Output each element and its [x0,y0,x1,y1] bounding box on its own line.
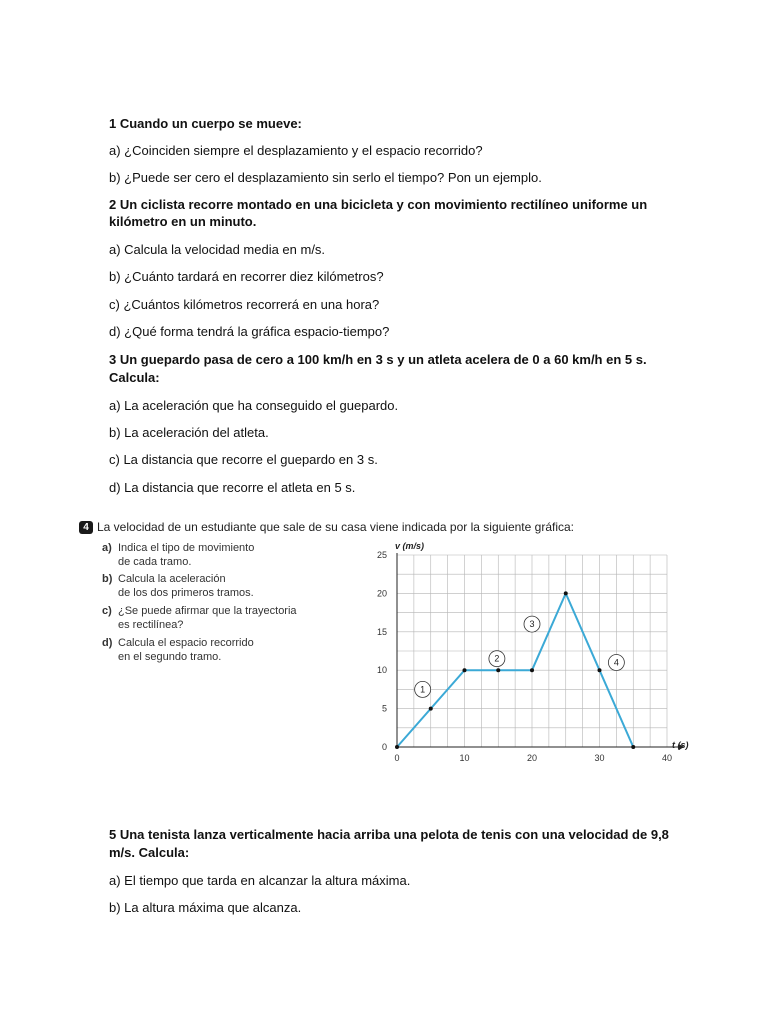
y-tick-label: 0 [381,742,387,752]
q1-title: 1 Cuando un cuerpo se mueve: [109,116,302,131]
segment-label: 2 [494,653,500,664]
ex4-item-letter: c) [102,605,112,617]
ex4-item-letter: a) [102,542,112,554]
ex4-item-letter: b) [102,573,113,585]
q2a: a) Calcula la velocidad media en m/s. [109,242,326,257]
ex4-heading-text: La velocidad de un estudiante que sale de su casa viene indicada por la siguiente gráfica: [97,520,574,534]
q2-title-line2: kilómetro en un minuto. [109,214,257,229]
ex4-number-badge: 4 [79,521,93,534]
data-point [496,668,500,672]
x-axis-label: t (s) [672,740,689,750]
segment-label: 3 [529,619,535,630]
q3a: a) La aceleración que ha conseguido el guepardo. [109,398,399,413]
ex4-item-text: ¿Se puede afirmar que la trayectoria [118,605,297,617]
q2b: b) ¿Cuánto tardará en recorrer diez kilómetros? [109,269,384,284]
q1b: b) ¿Puede ser cero el desplazamiento sin serlo el tiempo? Pon un ejemplo. [109,170,542,185]
x-tick-label: 20 [526,753,538,763]
q3-title-line1: 3 Un guepardo pasa de cero a 100 km/h en 3 s y un atleta acelera de 0 a 60 km/h en 5 s. [109,352,647,367]
ex4-item-letter: d) [102,637,113,649]
q3c: c) La distancia que recorre el guepardo en 3 s. [109,452,378,467]
q2c: c) ¿Cuántos kilómetros recorrerá en una hora? [109,297,380,312]
q5a: a) El tiempo que tarda en alcanzar la altura máxima. [109,873,411,888]
x-tick-label: 10 [459,753,470,763]
x-tick-label: 30 [594,753,605,763]
data-point [463,668,467,672]
ex4-item-text: Indica el tipo de movimiento [118,542,255,554]
ex4-heading [79,520,574,534]
segment-label: 1 [420,684,426,695]
q3b: b) La aceleración del atleta. [109,425,269,440]
ex4-item-text: Calcula la aceleración [118,573,226,585]
y-axis-label: v (m/s) [395,541,425,551]
y-tick-label: 5 [381,703,387,714]
q5-title-line1: 5 Una tenista lanza verticalmente hacia arriba una pelota de tenis con una velocidad de 9,8 [109,827,669,842]
y-tick-label: 25 [376,550,387,560]
x-tick-label: 0 [394,753,400,763]
q5-title-line2: m/s. Calcula: [109,845,190,860]
q1a: a) ¿Coinciden siempre el desplazamiento y el espacio recorrido? [109,143,483,158]
velocity-time-chart [350,535,710,770]
ex4-item-text: en el segundo tramo. [118,651,222,663]
x-tick-label: 40 [661,753,673,763]
q5b: b) La altura máxima que alcanza. [109,900,302,915]
ex4-item-text: de los dos primeros tramos. [118,587,254,599]
y-tick-label: 20 [376,588,387,599]
q2d: d) ¿Qué forma tendrá la gráfica espacio-tiempo? [109,324,390,339]
data-point [530,668,534,672]
ex4-item-text: Calcula el espacio recorrido [118,637,254,649]
segment-label: 4 [613,657,619,668]
data-point [598,668,602,672]
y-tick-label: 15 [376,626,387,637]
q3-title-line2: Calcula: [109,370,160,385]
data-point [395,745,399,749]
data-point [564,591,568,595]
ex4-item-text: de cada tramo. [118,556,192,568]
data-point [631,745,635,749]
q2-title-line1: 2 Un ciclista recorre montado en una bicicleta y con movimiento rectilíneo uniforme un [109,197,648,212]
data-point [429,707,433,711]
y-tick-label: 10 [376,665,387,676]
q3d: d) La distancia que recorre el atleta en 5 s. [109,480,356,495]
ex4-item-text: es rectilínea? [118,619,184,631]
